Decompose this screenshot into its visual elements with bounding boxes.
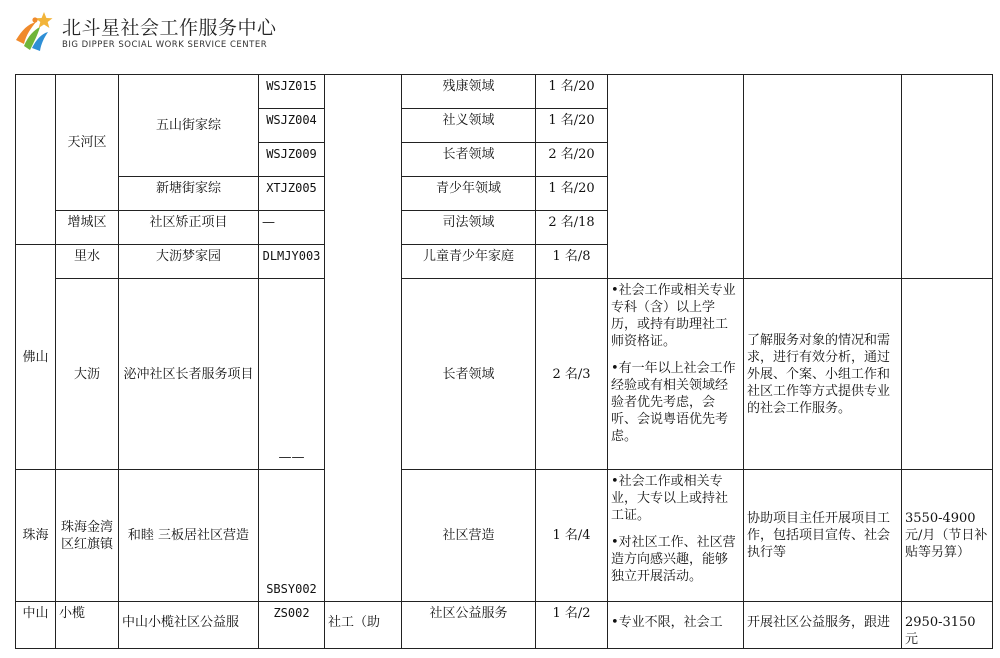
quota-cell: 1 名/20 bbox=[536, 177, 608, 211]
project-cell: 大沥梦家园 bbox=[119, 245, 259, 279]
requirements-cell: •专业不限，社会工 bbox=[608, 602, 744, 649]
quota-cell: 2 名/18 bbox=[536, 211, 608, 245]
city-cell bbox=[16, 75, 56, 245]
requirements-cell bbox=[608, 470, 744, 602]
district-cell: 大沥 bbox=[56, 279, 119, 470]
recruitment-table bbox=[15, 74, 993, 649]
salary-cell bbox=[902, 75, 993, 279]
requirements-cell bbox=[608, 75, 744, 279]
duties-cell: 了解服务对象的情况和需求，进行有效分析，通过外展、个案、小组工作和社区工作等方式提供专业的社会工作服务。 bbox=[744, 279, 902, 470]
organization-logo-icon bbox=[14, 10, 60, 52]
project-cell: 社区矫正项目 bbox=[119, 211, 259, 245]
quota-cell: 1 名/8 bbox=[536, 245, 608, 279]
table-row bbox=[16, 470, 993, 602]
code-cell: XTJZ005 bbox=[259, 177, 325, 211]
field-cell: 残康领域 bbox=[402, 75, 536, 109]
district-cell: 小榄 bbox=[56, 602, 119, 649]
page-header bbox=[0, 0, 1000, 76]
project-cell: 新塘街家综 bbox=[119, 177, 259, 211]
duties-cell: 协助项目主任开展项目工作，包括项目宣传、社会执行等 bbox=[744, 470, 902, 602]
code-cell: ZS002 bbox=[259, 602, 325, 649]
quota-cell: 1 名/2 bbox=[536, 602, 608, 649]
organization-name-english: BIG DIPPER SOCIAL WORK SERVICE CENTER bbox=[62, 40, 268, 50]
salary-cell: 2950-3150 元 bbox=[902, 602, 993, 649]
salary-cell bbox=[902, 279, 993, 470]
requirement-item: •社会工作或相关专业专科（含）以上学历，或持有助理社工师资格证。 bbox=[611, 283, 736, 349]
duties-cell: 开展社区公益服务，跟进 bbox=[744, 602, 902, 649]
city-cell: 中山 bbox=[16, 602, 56, 649]
code-cell: DLMJY003 bbox=[259, 245, 325, 279]
table-row bbox=[16, 602, 993, 649]
quota-cell: 2 名/20 bbox=[536, 143, 608, 177]
organization-name: 北斗星社会工作服务中心 bbox=[62, 17, 277, 39]
quota-cell: 1 名/4 bbox=[536, 470, 608, 602]
field-cell: 青少年领域 bbox=[402, 177, 536, 211]
quota-cell: 2 名/3 bbox=[536, 279, 608, 470]
code-cell: —— bbox=[259, 279, 325, 470]
requirement-item: •对社区工作、社区营造方向感兴趣，能够独立开展活动。 bbox=[611, 535, 736, 584]
requirement-item: •有一年以上社会工作经验或有相关领域经验者优先考虑，会听、会说粤语优先考虑。 bbox=[611, 361, 736, 444]
duties-cell bbox=[744, 75, 902, 279]
project-cell: 中山小榄社区公益服 bbox=[119, 602, 259, 649]
position-cell bbox=[325, 75, 402, 602]
code-cell: — bbox=[259, 211, 325, 245]
requirement-item: •社会工作或相关专业，大专以上或持社工证。 bbox=[611, 474, 729, 523]
table-row bbox=[16, 279, 993, 470]
code-cell: WSJZ015 bbox=[259, 75, 325, 109]
field-cell: 长者领域 bbox=[402, 143, 536, 177]
code-cell: WSJZ009 bbox=[259, 143, 325, 177]
code-cell: SBSY002 bbox=[259, 470, 325, 602]
project-cell: 五山街家综 bbox=[119, 75, 259, 177]
field-cell: 儿童青少年家庭 bbox=[402, 245, 536, 279]
project-cell: 和睦 三板居社区营造 bbox=[119, 470, 259, 602]
district-cell: 增城区 bbox=[56, 211, 119, 245]
code-cell: WSJZ004 bbox=[259, 109, 325, 143]
field-cell: 社区营造 bbox=[402, 470, 536, 602]
requirements-cell bbox=[608, 279, 744, 470]
city-cell: 佛山 bbox=[16, 245, 56, 470]
district-cell: 天河区 bbox=[56, 75, 119, 211]
city-cell: 珠海 bbox=[16, 470, 56, 602]
field-cell: 社区公益服务 bbox=[402, 602, 536, 649]
table-row bbox=[16, 75, 993, 109]
quota-cell: 1 名/20 bbox=[536, 75, 608, 109]
field-cell: 社义领域 bbox=[402, 109, 536, 143]
field-cell: 司法领域 bbox=[402, 211, 536, 245]
position-cell: 社工（助 bbox=[325, 602, 402, 649]
quota-cell: 1 名/20 bbox=[536, 109, 608, 143]
project-cell: 泌冲社区长者服务项目 bbox=[119, 279, 259, 470]
district-cell: 珠海金湾区红旗镇 bbox=[56, 470, 119, 602]
field-cell: 长者领域 bbox=[402, 279, 536, 470]
salary-cell: 3550-4900 元/月（节日补贴等另算） bbox=[902, 470, 993, 602]
district-cell: 里水 bbox=[56, 245, 119, 279]
